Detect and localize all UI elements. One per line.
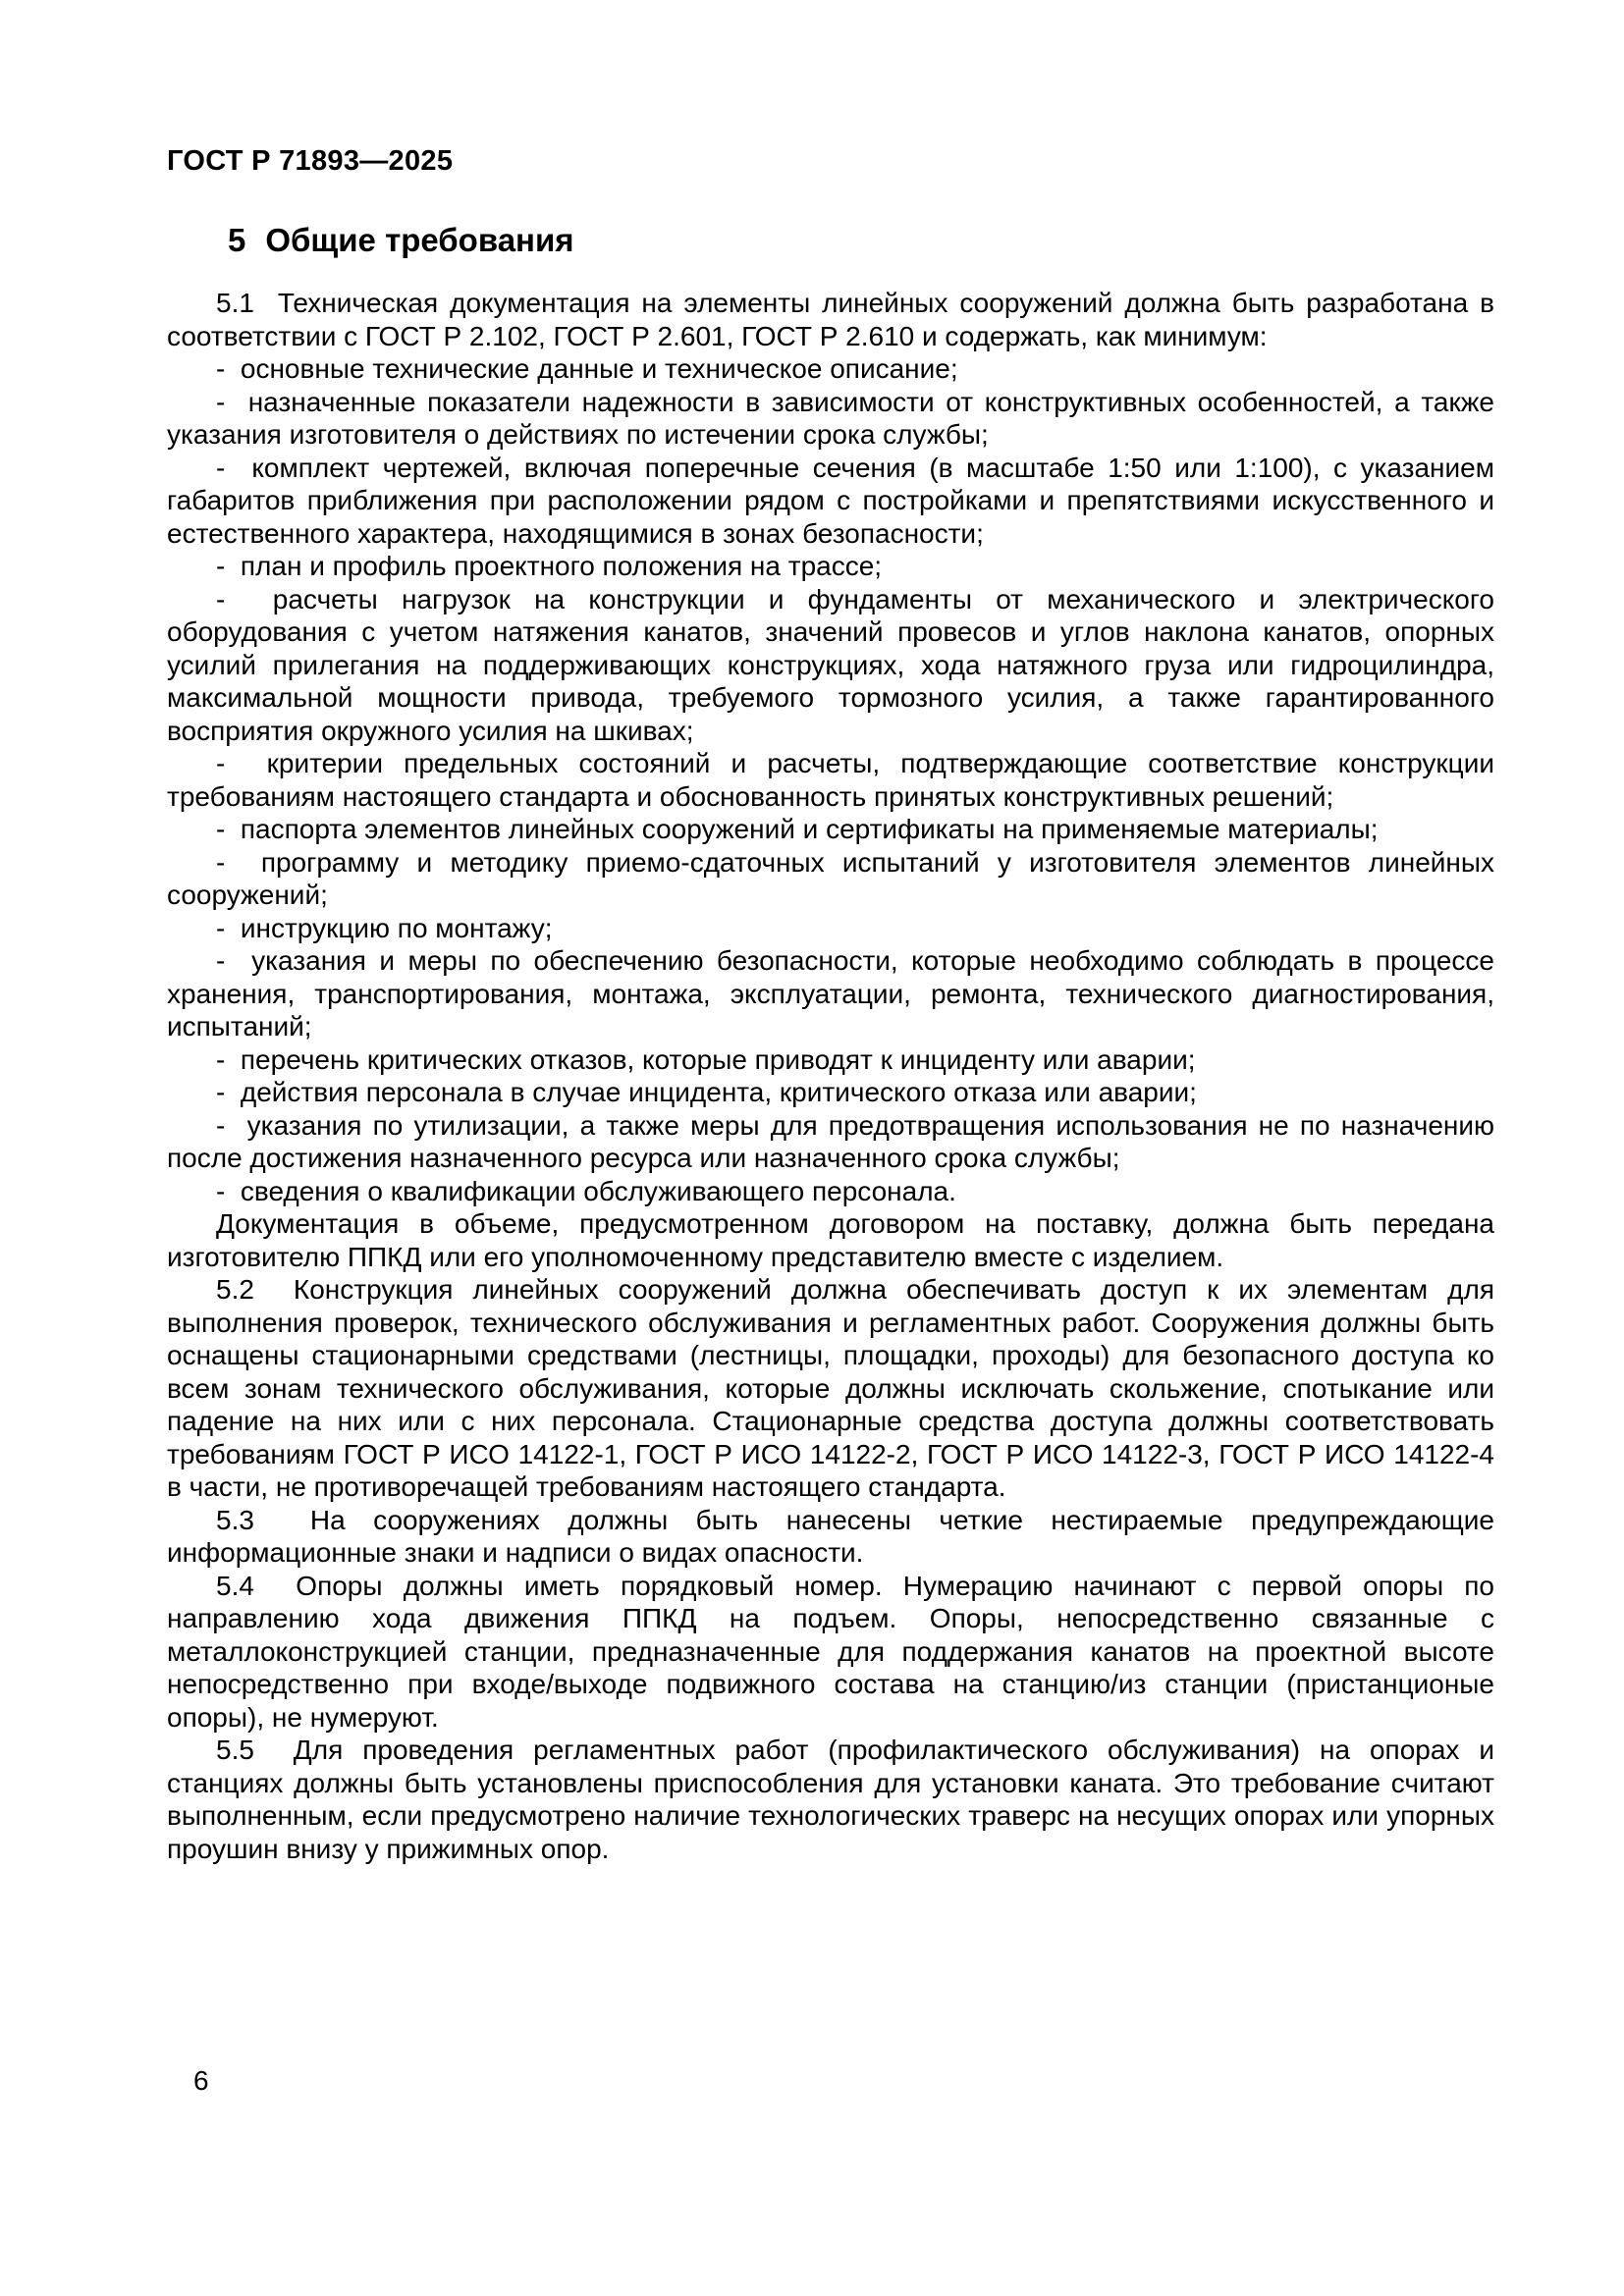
page-number: 6 [193,2065,209,2096]
paragraph: 5.1 Техническая документация на элементы линейных сооружений должна быть разработана в соответствии с ГОСТ Р 2.102, ГОСТ Р 2.601, ГОСТ Р 2.610 и содержать, как минимум: [167,288,1494,351]
paragraph: Документация в объеме, предусмотренном договором на поставку, должна быть передана изготовителю ППКД или его уполномоченному представителю вместе с изделием. [167,1208,1494,1272]
list-item: - программу и методику приемо-сдаточных испытаний у изготовителя элементов линейных сооружений; [167,846,1494,910]
list-item: - сведения о квалификации обслуживающего персонала. [216,1175,956,1206]
list-item: - план и профиль проектного положения на трассе; [216,551,883,581]
list-item: - инструкцию по монтажу; [216,912,553,943]
list-item: - указания и меры по обеспечению безопасности, которые необходимо соблюдать в процессе хранения, транспортирования, монтажа, эксплуатации, ремонта, технического диагностирования, испытаний; [167,945,1494,1041]
list-item: - основные технические данные и техническое описание; [216,353,958,384]
section-number: 5 [228,222,246,258]
list-item: - указания по утилизации, а также меры для предотвращения использования не по назначению после достижения назначенного ресурса или назначенного срока службы; [167,1109,1494,1173]
paragraph: 5.4 Опоры должны иметь порядковый номер. Нумерацию начинают с первой опоры по направлению хода движения ППКД на подъем. Опоры, непосредственно связанные с металлоконструкцией станции, предназначенные для поддержания канатов на проектной высоте непосредственно при входе/выходе подвижного состава на станцию/из станции (пристанционые опоры), не нумеруют. [167,1570,1494,1733]
section-heading [167,222,574,259]
list-item: - перечень критических отказов, которые приводят к инциденту или аварии; [216,1043,1196,1075]
paragraph: 5.2 Конструкция линейных сооружений должна обеспечивать доступ к их элементам для выполнения проверок, технического обслуживания и регламентных работ. Сооружения должны быть оснащены стационарными средствами (лестницы, площадки, проходы) для безопасного доступа ко всем зонам технического обслуживания, которые должны исключать скольжение, спотыкание или падение на них или с них персонала. Стационарные средства доступа должны соответствовать требованиям ГОСТ Р ИСО 14122-1, ГОСТ Р ИСО 14122-2, ГОСТ Р ИСО 14122-3, ГОСТ Р ИСО 14122-4 в части, не противоречащей требованиям настоящего стандарта. [167,1274,1494,1502]
list-item: - расчеты нагрузок на конструкции и фундаменты от механического и электрического оборудования с учетом натяжения канатов, значений провесов и углов наклона канатов, опорных усилий прилегания на поддерживающих конструкциях, хода натяжного груза или гидроцилиндра, максимальной мощности привода, требуемого тормозного усилия, а также гарантированного восприятия окружного усилия на шкивах; [167,583,1494,746]
body-text [167,287,1494,1865]
section-title: Общие требования [265,222,574,258]
list-item: - критерии предельных состояний и расчеты, подтверждающие соответствие конструкции требованиям настоящего стандарта и обоснованность принятых конструктивных решений; [167,748,1494,812]
standard-designation: ГОСТ Р 71893—2025 [167,145,454,177]
list-item: - действия персонала в случае инцидента, критического отказа или аварии; [216,1077,1197,1107]
list-item: - комплект чертежей, включая поперечные сечения (в масштабе 1:50 или 1:100), с указанием габаритов приближения при расположении рядом с постройками и препятствиями искусственного и естественного характера, находящимися в зонах безопасности; [167,452,1494,549]
paragraph: 5.3 На сооружениях должны быть нанесены четкие нестираемые предупреждающие информационные знаки и надписи о видах опасности. [167,1504,1494,1568]
list-item: - паспорта элементов линейных сооружений и сертификаты на применяемые материалы; [216,814,1379,844]
list-item: - назначенные показатели надежности в зависимости от конструктивных особенностей, а также указания изготовителя о действиях по истечении срока службы; [167,386,1494,450]
paragraph: 5.5 Для проведения регламентных работ (профилактического обслуживания) на опорах и станциях должны быть установлены приспособления для установки каната. Это требование считают выполненным, если предусмотрено наличие технологических траверс на несущих опорах или упорных проушин внизу у прижимных опор. [167,1735,1494,1864]
